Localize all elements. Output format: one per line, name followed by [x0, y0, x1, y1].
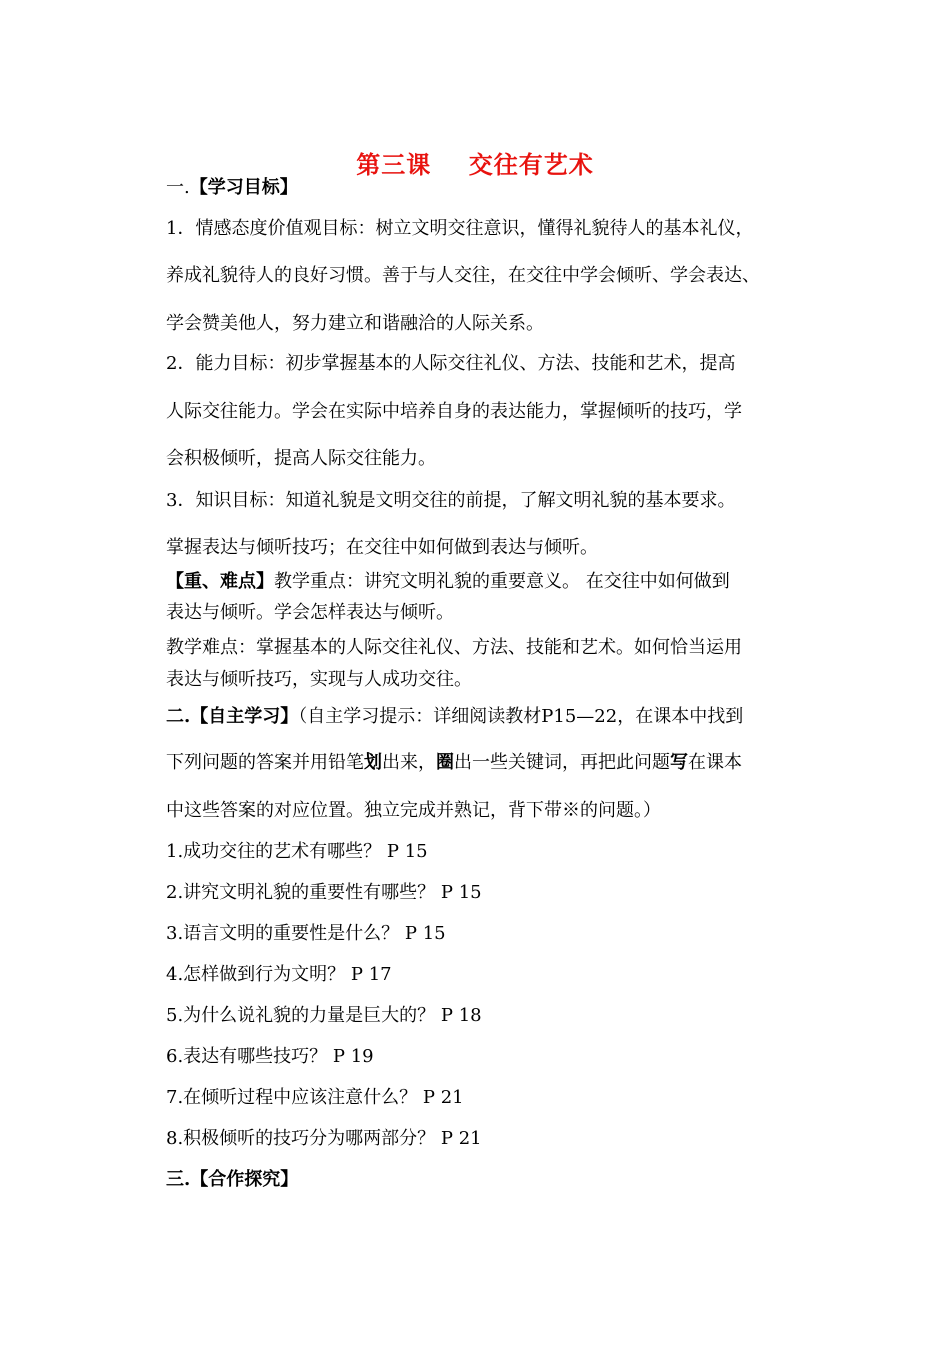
keypoints-line: 教学难点：掌握基本的人际交往礼仪、方法、技能和艺术。如何恰当运用	[166, 637, 742, 658]
section-title: 二.【自主学习】	[166, 706, 299, 727]
keypoints-line: 表达与倾听。学会怎样表达与倾听。	[166, 602, 454, 623]
goal-line: 学会赞美他人，努力建立和谐融洽的人际关系。	[166, 313, 544, 334]
keypoints-text: 教学重点：讲究文明礼貌的重要意义。 在交往中如何做到	[274, 571, 730, 592]
question-item: 3.语言文明的重要性是什么？ P 15	[166, 923, 446, 944]
question-item: 1.成功交往的艺术有哪些？ P 15	[166, 841, 428, 862]
intro-emphasis: 划	[364, 752, 382, 773]
intro-text: 在课本	[688, 752, 742, 773]
goal-line: 1．情感态度价值观目标：树立文明交往意识，懂得礼貌待人的基本礼仪，	[166, 218, 754, 239]
keypoints-line	[166, 570, 730, 594]
goal-line: 2．能力目标：初步掌握基本的人际交往礼仪、方法、技能和艺术，提高	[166, 353, 736, 374]
question-item: 4.怎样做到行为文明？ P 17	[166, 964, 392, 985]
question-item: 2.讲究文明礼貌的重要性有哪些？ P 15	[166, 882, 482, 903]
self-study-intro: （自主学习提示：详细阅读教材P15—22，在课本中找到	[298, 706, 744, 727]
section-number: 一.	[166, 177, 190, 198]
section-heading-cooperative: 三.【合作探究】	[166, 1169, 299, 1190]
self-study-intro-line: 中这些答案的对应位置。独立完成并熟记，背下带※的问题。）	[166, 800, 661, 821]
goal-line: 3．知识目标：知道礼貌是文明交往的前提，了解文明礼貌的基本要求。	[166, 490, 736, 511]
goal-line: 养成礼貌待人的良好习惯。善于与人交往，在交往中学会倾听、学会表达、	[166, 265, 760, 286]
intro-text: 下列问题的答案并用铅笔	[166, 752, 364, 773]
section-heading-goals	[166, 176, 298, 200]
intro-text: 出一些关键词，再把此问题	[454, 752, 670, 773]
question-item: 5.为什么说礼貌的力量是巨大的？ P 18	[166, 1005, 482, 1026]
intro-emphasis: 写	[670, 752, 688, 773]
intro-emphasis: 圈	[436, 752, 454, 773]
goal-line: 掌握表达与倾听技巧；在交往中如何做到表达与倾听。	[166, 537, 598, 558]
intro-text: 出来，	[382, 752, 436, 773]
self-study-intro-line	[166, 751, 742, 775]
keypoints-line: 表达与倾听技巧，实现与人成功交往。	[166, 669, 472, 690]
keypoints-label: 【重、难点】	[166, 571, 274, 592]
section-title: 【学习目标】	[189, 177, 298, 198]
question-item: 8.积极倾听的技巧分为哪两部分？ P 21	[166, 1128, 482, 1149]
page-title: 第三课 交往有艺术	[356, 150, 594, 179]
goal-line: 会积极倾听，提高人际交往能力。	[166, 448, 436, 469]
question-item: 6.表达有哪些技巧？ P 19	[166, 1046, 374, 1067]
section-heading-self-study	[166, 705, 743, 729]
goal-line: 人际交往能力。学会在实际中培养自身的表达能力，掌握倾听的技巧，学	[166, 401, 742, 422]
question-item: 7.在倾听过程中应该注意什么？ P 21	[166, 1087, 464, 1108]
